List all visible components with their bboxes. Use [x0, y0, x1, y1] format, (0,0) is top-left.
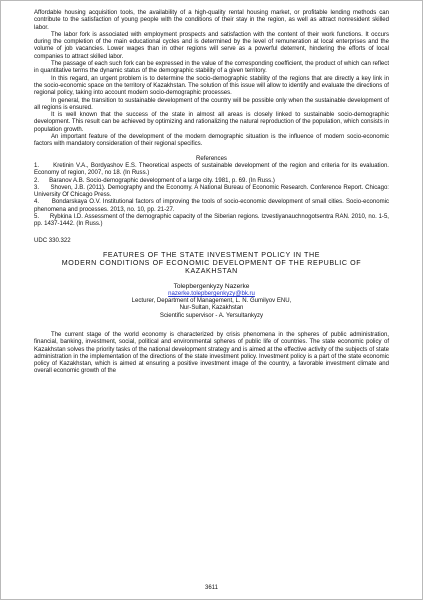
udc-code: UDC 330.322: [34, 237, 71, 244]
author-email-link[interactable]: nazerke.tolepbergenkyzy@bk.ru: [168, 290, 255, 297]
article-title-line: KAZAKHSTAN: [185, 267, 238, 276]
reference-item: 5. Rybkina I.D. Assessment of the demographic capacity of the Siberian regions. Izvestiyanauchnogotsentra RAN. 2010, no. 1-5, pp. 1437-1442. (In Russ.): [34, 214, 389, 228]
article-title-line: FEATURES OF THE STATE INVESTMENT POLICY IN THE: [102, 250, 321, 259]
paragraph: In this regard, an urgent problem is to determine the socio-demographic stability of the regions that are directly a key link in the socio-economic space on the territory of Kazakhstan. The solution of this issue will allow to identify and evaluate the directions of regional policy, taking into account modern socio-demographic processes.: [34, 75, 389, 97]
references-heading: References: [196, 155, 227, 162]
paragraph: An important feature of the development of the modern demographic situation is the influence of modern socio-economic factors with mandatory consideration of their regional specifics.: [34, 134, 389, 148]
author-city: Nur-Sultan, Kazakhstan: [179, 305, 244, 312]
paragraph: The passage of each such fork can be expressed in the value of the corresponding coefficient, the product of which can reflect in quantitative terms the dynamic status of the demographic stability of a given territory.: [34, 61, 389, 75]
article-title-line: MODERN CONDITIONS OF ECONOMIC DEVELOPMENT OF THE REPUBLIC OF: [61, 259, 362, 267]
reference-item: 3. Shoven, J.B. (2011). Demography and the Economy. A National Bureau of Economic Research. Conference Report. Chicago: University Of Chicago Press.: [34, 184, 389, 199]
article-title: [34, 251, 389, 275]
author-name: Tolepbergenkyzy Nazerke: [173, 283, 250, 291]
paragraph: In general, the transition to sustainable development of the country will be possible only when the sustainable development of all regions is ensured.: [34, 97, 389, 111]
reference-item: 2. Baranov A.B. Socio-demographic development of a large city. 1981, p. 69. (In Russ.): [34, 177, 275, 184]
page-number: 3611: [205, 585, 218, 591]
paragraph: Affordable housing acquisition tools, the availability of a high-quality rental housing market, or profitable lending methods can contribute to the satisfaction of young people with the conditions of their stay in the region, as well as attract nonresident skilled labor.: [34, 10, 389, 31]
author-affiliation: Lecturer, Department of Management, L. N. Gumilyov ENU,: [131, 298, 292, 305]
article-body-paragraph: The current stage of the world economy is characterized by crisis phenomena in the spheres of public administration, financial, banking, investment, social, political and environmental spheres of public life of countries. The state economic policy of Kazakhstan solves the priority tasks of the national development strategy and is aimed at the effective activity of the subjects of state administration in the implementation of the directions of the state investment policy. Investment policy is a part of the state economic policy of Kazakhstan, which is aimed at ensuring a positive investment image of the country, a favorable investment climate and overall economic growth of the: [34, 331, 389, 375]
reference-item: 4. Bondarskaya O.V. Institutional factors of improving the tools of socio-economic development of small cities. Socio-economic phenomena and processes. 2013, no. 10, pp. 21-27.: [34, 199, 389, 213]
paragraph: It is well known that the success of the state in almost all areas is closely linked to sustainable socio-demographic development. This result can be achieved by optimizing and rationalizing the natural reproduction of the population, which consists in population growth.: [34, 112, 389, 133]
scientific-supervisor: Scientific supervisor - A. Yersultankyzy: [159, 312, 264, 319]
paragraph: The labor fork is associated with employment prospects and satisfaction with the content of their work functions. It occurs during the completion of the main educational cycles and is determined by the level of remuneration at local enterprises and the volume of job vacancies. Lower wages than in other regions will serve as a powerful deterrent, hindering the efforts of local companies to attract skilled labor.: [34, 31, 389, 60]
document-page: [34, 10, 389, 376]
reference-item: 1. Kretinin V.A., Bordyashov E.S. Theoretical aspects of sustainable development of the region and criteria for its evaluation. Economy of region, 2007, no 18. (In Russ.): [34, 162, 389, 177]
